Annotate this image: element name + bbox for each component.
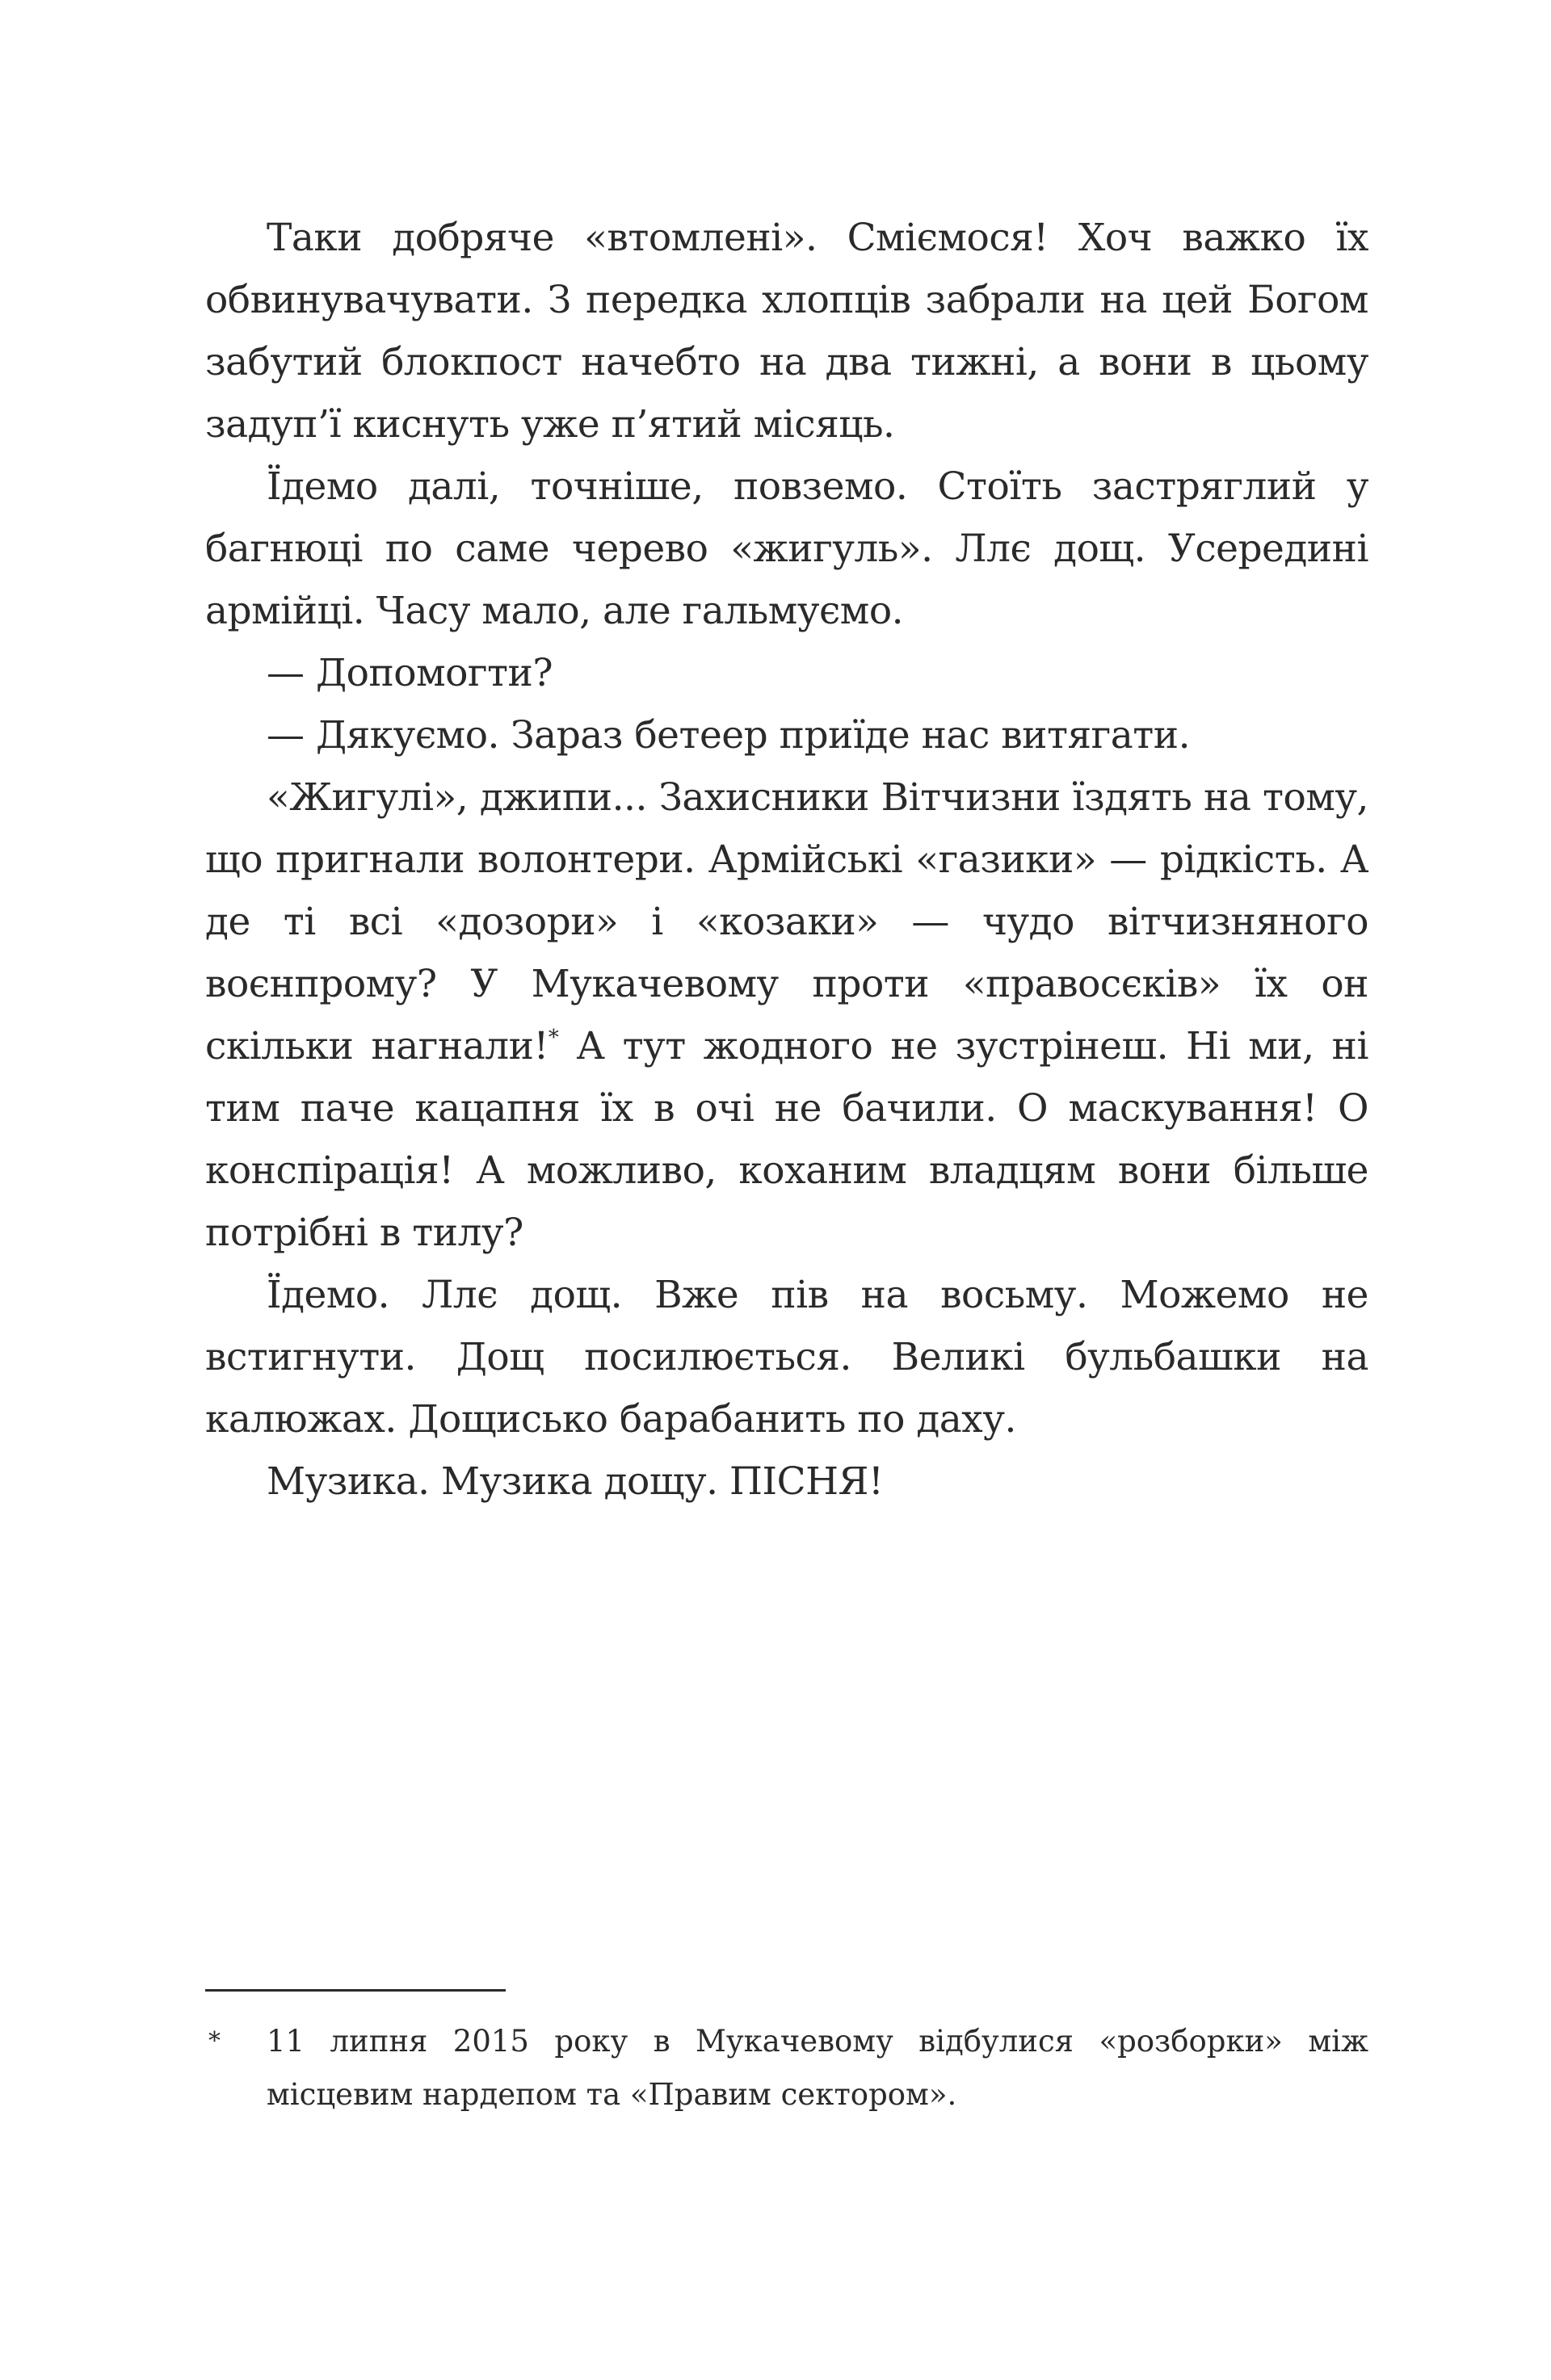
paragraph: Їдемо. Ллє дощ. Вже пів на восьму. Можемо не встигнути. Дощ посилюється. Великі бульбашки на калюжах. Дощисько барабанить по даху. [205, 1273, 1368, 1442]
main-text [205, 207, 1368, 1513]
footnote-reference[interactable]: * [548, 1026, 559, 1050]
paragraph-text-after-note: А тут жодного не зустрінеш. Ні ми, ні тим паче кацапня їх в очі не бачили. О маскування! О конспірація! А можливо, коханим владцям вони більше потрібні в тилу? [205, 1024, 1369, 1255]
footnote-marker: * [208, 2027, 221, 2055]
dialogue-line: — Допомогти? [267, 651, 553, 695]
footnote-text: 11 липня 2015 року в Мукачевому відбулися «розборки» між місцевим нардепом та «Правим сектором». [267, 2024, 1368, 2112]
footnote [205, 2015, 1368, 2122]
paragraph: Їдемо далі, точніше, повземо. Стоїть застряглий у багнюці по саме черево «жигуль». Ллє дощ. Усередині армійці. Часу мало, але гальмуємо. [205, 464, 1368, 633]
paragraph: Музика. Музика дощу. ПІСНЯ! [267, 1459, 884, 1504]
paragraph-text-before-note: «Жигулі», джипи... Захисники Вітчизни їздять на тому, що пригнали волонтери. Армійські «газики» — рідкість. А де ті всі «дозори» і «козаки» — чудо вітчизняного воєнпрому? У Мукачевому проти «правосєків» їх он скільки нагнали! [205, 775, 1368, 1068]
paragraph-with-footnote [205, 766, 1368, 1264]
footnote-divider [205, 1989, 506, 1992]
dialogue-line: — Дякуємо. Зараз бетеер приїде нас витягати. [267, 713, 1191, 758]
paragraph: Таки добряче «втомлені». Сміємося! Хоч важко їх обвинувачувати. З передка хлопців забрали на цей Богом забутий блокпост начебто на два тижні, а вони в цьому задуп’ї киснуть уже п’ятий місяць. [205, 216, 1368, 447]
